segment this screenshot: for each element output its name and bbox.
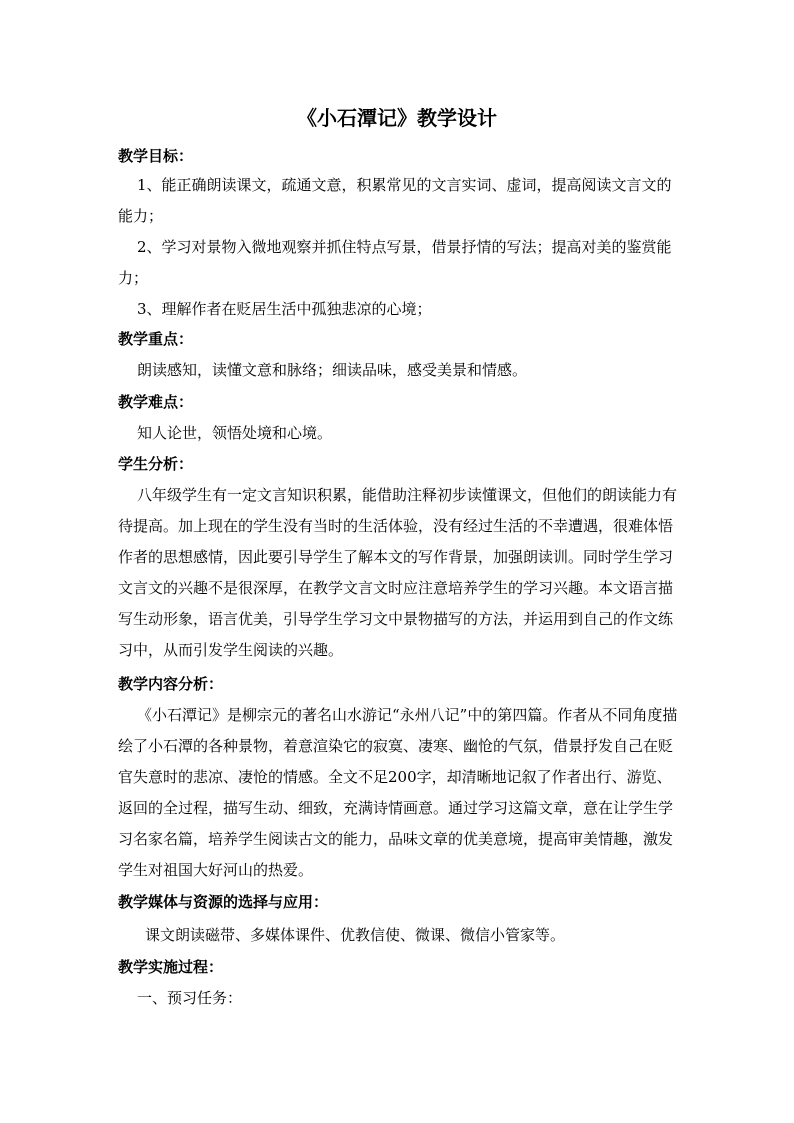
content-analysis-heading: 教学内容分析：	[118, 675, 224, 693]
goal-item-2: 2、学习对景物入微地观察并抓住特点写景，借景抒情的写法；提高对美的鉴赏能力；	[118, 238, 672, 287]
difficulties-text: 知人论世，领悟处境和心境。	[137, 424, 333, 442]
process-heading: 教学实施过程：	[118, 958, 224, 976]
student-analysis-heading: 学生分析：	[118, 455, 194, 473]
difficulties-heading: 教学难点：	[118, 393, 194, 411]
goal-item-1: 1、能正确朗读课文，疏通文意，积累常见的文言实词、虚词，提高阅读文言文的能力；	[118, 176, 672, 225]
content-analysis-text: 《小石潭记》是柳宗元的著名山水游记“永州八记”中的第四篇。作者从不同角度描绘了小石潭的各种景物，着意渲染它的寂寞、凄寒、幽怆的气氛，借景抒发自己在贬官失意时的悲凉、凄怆的情感。全文不足200字，却清晰地记叙了作者出行、游览、返回的全过程，描写生动、细致，充满诗情画意。通过学习这篇文章，意在让学生学习名家名篇，培养学生阅读古文的能力，品味文章的优美意境，提高审美情趣，激发学生对祖国大好河山的热爱。	[118, 706, 678, 879]
goal-item-3: 3、理解作者在贬居生活中孤独悲凉的心境；	[137, 300, 432, 318]
process-step-1: 一、预习任务：	[137, 989, 243, 1007]
student-analysis-text: 八年级学生有一定文言知识积累，能借助注释初步读懂课文，但他们的朗读能力有待提高。加上现在的学生没有当时的生活体验，没有经过生活的不幸遭遇，很难体悟作者的思想感情，因此要引导学生了解本文的写作背景，加强朗读训。同时学生学习文言文的兴趣不是很深厚，在教学文言文时应注意培养学生的学习兴趣。本文语言描写生动形象，语言优美，引导学生学习文中景物描写的方法，并运用到自己的作文练习中，从而引发学生阅读的兴趣。	[118, 486, 678, 659]
goals-heading: 教学目标：	[118, 147, 194, 165]
media-heading: 教学媒体与资源的选择与应用：	[118, 893, 329, 911]
key-points-heading: 教学重点：	[118, 330, 194, 348]
key-points-text: 朗读感知，读懂文意和脉络；细读品味，感受美景和情感。	[137, 361, 528, 379]
document-title: 《小石潭记》教学设计	[297, 106, 497, 130]
media-text: 课文朗读磁带、多媒体课件、优教信使、微课、微信小管家等。	[145, 926, 566, 944]
